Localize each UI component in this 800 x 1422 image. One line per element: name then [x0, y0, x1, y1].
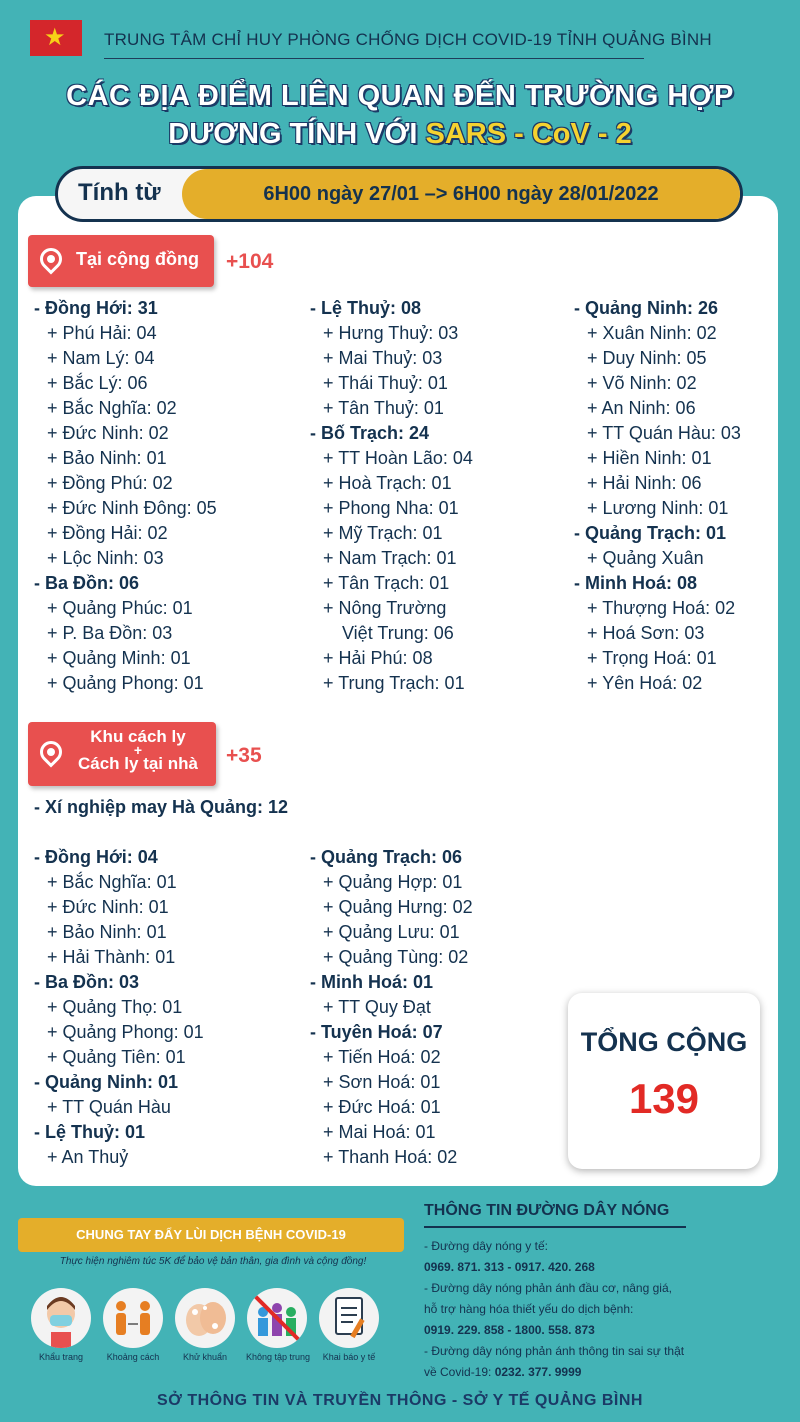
district-heading: - Đồng Hới: 04 — [34, 847, 158, 867]
date-range-pill — [55, 166, 743, 222]
district-heading: - Quảng Ninh: 26 — [574, 298, 718, 318]
commune-item: + Tiến Hoá: 02 — [323, 1047, 441, 1067]
commune-item: + Hưng Thuỷ: 03 — [323, 323, 459, 343]
commune-item: + Đức Hoá: 01 — [323, 1097, 441, 1117]
commune-item: + Quảng Thọ: 01 — [47, 997, 183, 1017]
5k-label: Khử khuẩn — [182, 1352, 228, 1362]
commune-item: + Hải Phú: 08 — [323, 648, 433, 668]
district-heading: - Quảng Trạch: 06 — [310, 847, 463, 867]
5k-item-disinfect — [174, 1288, 236, 1362]
5k-label: Không tập trung — [246, 1352, 311, 1362]
campaign-banner: CHUNG TAY ĐẨY LÙI DỊCH BỆNH COVID-19 — [18, 1218, 404, 1252]
total-box — [568, 993, 760, 1169]
commune-item: + Hoà Trạch: 01 — [323, 473, 452, 493]
commune-item: + Quảng Hợp: 01 — [323, 872, 463, 892]
commune-item: + Mai Hoá: 01 — [323, 1122, 436, 1142]
factory-line: - Xí nghiệp may Hà Quảng: 12 — [34, 797, 289, 817]
commune-item: + Hải Ninh: 06 — [587, 473, 702, 493]
hotline-number: 0969. 871. 313 - 0917. 420. 268 — [424, 1260, 595, 1274]
commune-item: + Đức Ninh: 01 — [47, 897, 169, 917]
district-heading: - Lệ Thuỷ: 01 — [34, 1122, 146, 1142]
community-tag — [28, 235, 214, 287]
commune-item: + TT Quán Hàu — [47, 1097, 171, 1117]
commune-item: + Quảng Phúc: 01 — [47, 598, 193, 618]
quarantine-count: +35 — [226, 744, 262, 767]
footer-credit: SỞ THÔNG TIN VÀ TRUYỀN THÔNG - SỞ Y TẾ QUẢNG BÌNH — [157, 1392, 643, 1409]
commune-item: + Mỹ Trạch: 01 — [323, 523, 443, 543]
commune-item: + Võ Ninh: 02 — [587, 373, 697, 393]
commune-item: + Bảo Ninh: 01 — [47, 922, 167, 942]
community-column-2 — [310, 296, 560, 696]
commune-item: + Quảng Tiên: 01 — [47, 1047, 186, 1067]
commune-item: + Quảng Lưu: 01 — [323, 922, 460, 942]
hotline-text: - Đường dây nóng phản ánh thông tin sai sự thật — [424, 1344, 685, 1358]
page-title-line2: DƯƠNG TÍNH VỚI SARS - CoV - 2 — [168, 118, 632, 150]
commune-item: + Quảng Xuân — [587, 548, 704, 568]
quarantine-tag — [28, 722, 216, 786]
campaign-slogan: Thực hiện nghiêm túc 5K để bảo vệ bản thân, gia đình và cộng đồng! — [59, 1256, 367, 1267]
commune-item: + Duy Ninh: 05 — [587, 348, 707, 368]
5k-label: Khoảng cách — [106, 1352, 160, 1362]
district-heading: - Tuyên Hoá: 07 — [310, 1022, 443, 1042]
community-column-3 — [574, 296, 774, 696]
organization-name: TRUNG TÂM CHỈ HUY PHÒNG CHỐNG DỊCH COVID-19 TỈNH QUẢNG BÌNH — [104, 30, 712, 49]
commune-item: + Sơn Hoá: 01 — [323, 1072, 441, 1092]
commune-item: + An Ninh: 06 — [587, 398, 696, 418]
hotline-divider — [424, 1226, 686, 1228]
commune-item: + An Thuỷ — [47, 1147, 129, 1167]
community-tag-label: Tại cộng đồng — [76, 249, 199, 269]
5k-item-no-gathering — [246, 1288, 311, 1362]
commune-item: + Phú Hải: 04 — [47, 323, 157, 343]
5k-label: Khẩu trang — [38, 1352, 84, 1362]
district-heading: - Ba Đồn: 03 — [34, 972, 140, 992]
commune-item: + TT Hoàn Lão: 04 — [323, 448, 473, 468]
hotline-number: 0232. 377. 9999 — [494, 1365, 582, 1379]
commune-item: + Bảo Ninh: 01 — [47, 448, 167, 468]
commune-item: + TT Quán Hàu: 03 — [587, 423, 741, 443]
virus-name: SARS - CoV - 2 — [425, 118, 632, 150]
district-heading: - Quảng Trạch: 01 — [574, 523, 727, 543]
commune-item: + Trung Trạch: 01 — [323, 673, 465, 693]
commune-item: + Nam Trạch: 01 — [323, 548, 457, 568]
commune-item: + Nam Lý: 04 — [47, 348, 155, 368]
hotline-text: hỗ trợ hàng hóa thiết yếu do dịch bệnh: — [424, 1302, 634, 1316]
hotline-text: về Covid-19: — [424, 1365, 495, 1379]
hotline-text: - Đường dây nóng phản ánh đầu cơ, nâng giá, — [424, 1281, 672, 1295]
hotline-text: - Đường dây nóng y tế: — [424, 1239, 548, 1253]
district-heading: - Quảng Ninh: 01 — [34, 1072, 178, 1092]
total-value: 139 — [628, 1075, 700, 1122]
commune-item: + Hoá Sơn: 03 — [587, 623, 705, 643]
commune-item: + Quảng Phong: 01 — [47, 1022, 204, 1042]
commune-item: + Lộc Ninh: 03 — [47, 548, 164, 568]
vietnam-flag-icon: ★ — [30, 20, 82, 56]
district-heading: - Minh Hoá: 08 — [574, 573, 698, 593]
commune-item: + Nông Trường — [323, 598, 447, 618]
commune-item: + Tân Trạch: 01 — [323, 573, 450, 593]
commune-item: + P. Ba Đồn: 03 — [47, 623, 173, 643]
date-range-label: Tính từ — [78, 179, 161, 206]
commune-item: + Bắc Lý: 06 — [47, 373, 148, 393]
district-heading: - Đồng Hới: 31 — [34, 298, 158, 318]
health-declaration-icon — [319, 1288, 379, 1348]
quarantine-column-1 — [34, 845, 294, 1170]
location-pin-icon — [35, 736, 66, 767]
total-label: TỔNG CỘNG — [580, 1027, 748, 1057]
district-heading: - Bố Trạch: 24 — [310, 423, 430, 443]
commune-item: + Xuân Ninh: 02 — [587, 323, 717, 343]
commune-item: + Quảng Minh: 01 — [47, 648, 191, 668]
commune-item: + Thái Thuỷ: 01 — [323, 373, 448, 393]
page-title-line1: CÁC ĐỊA ĐIỂM LIÊN QUAN ĐẾN TRƯỜNG HỢP — [66, 80, 734, 112]
commune-item: + TT Quy Đạt — [323, 997, 431, 1017]
commune-item: + Lương Ninh: 01 — [587, 498, 729, 518]
quarantine-tag-line1: Khu cách ly — [90, 727, 186, 746]
commune-item: + Đồng Phú: 02 — [47, 473, 173, 493]
hotline-number: 0919. 229. 858 - 1800. 558. 873 — [424, 1323, 595, 1337]
commune-item: + Tân Thuỷ: 01 — [323, 398, 444, 418]
commune-item: + Hải Thành: 01 — [47, 947, 176, 967]
community-column-1 — [34, 296, 294, 696]
header-divider — [104, 58, 644, 59]
quarantine-tag-line2: Cách ly tại nhà — [78, 754, 198, 773]
5k-label: Khai báo y tế — [322, 1352, 376, 1362]
commune-item: + Bắc Nghĩa: 01 — [47, 872, 177, 892]
commune-item: + Thượng Hoá: 02 — [587, 598, 736, 618]
location-pin-icon — [35, 243, 66, 274]
commune-item: Việt Trung: 06 — [342, 623, 454, 643]
commune-item: + Trọng Hoá: 01 — [587, 648, 717, 668]
commune-item: + Phong Nha: 01 — [323, 498, 459, 518]
commune-item: + Mai Thuỷ: 03 — [323, 348, 443, 368]
5k-item-mask — [30, 1288, 92, 1362]
commune-item: + Thanh Hoá: 02 — [323, 1147, 458, 1167]
5k-item-distance — [102, 1288, 164, 1362]
district-heading: - Ba Đồn: 06 — [34, 573, 140, 593]
date-range-value: 6H00 ngày 27/01 –> 6H00 ngày 28/01/2022 — [182, 169, 740, 219]
commune-item: + Quảng Hưng: 02 — [323, 897, 473, 917]
commune-item: + Quảng Tùng: 02 — [323, 947, 469, 967]
commune-item: + Đồng Hải: 02 — [47, 523, 168, 543]
district-heading: - Minh Hoá: 01 — [310, 972, 434, 992]
distance-icon — [103, 1288, 163, 1348]
quarantine-column-2 — [310, 845, 560, 1170]
5k-item-health-declaration — [318, 1288, 380, 1362]
community-count: +104 — [226, 250, 274, 273]
commune-item: + Đức Ninh Đông: 05 — [47, 498, 217, 518]
no-gathering-icon — [247, 1288, 307, 1348]
commune-item: + Quảng Phong: 01 — [47, 673, 204, 693]
disinfect-icon — [175, 1288, 235, 1348]
hotline-info — [424, 1236, 774, 1383]
district-heading: - Lệ Thuỷ: 08 — [310, 298, 422, 318]
mask-icon — [31, 1288, 91, 1348]
commune-item: + Yên Hoá: 02 — [587, 673, 703, 693]
hotline-title: THÔNG TIN ĐƯỜNG DÂY NÓNG — [424, 1202, 670, 1219]
commune-item: + Bắc Nghĩa: 02 — [47, 398, 177, 418]
commune-item: + Đức Ninh: 02 — [47, 423, 169, 443]
commune-item: + Hiền Ninh: 01 — [587, 448, 712, 468]
quarantine-tag-plus: + — [133, 742, 143, 758]
